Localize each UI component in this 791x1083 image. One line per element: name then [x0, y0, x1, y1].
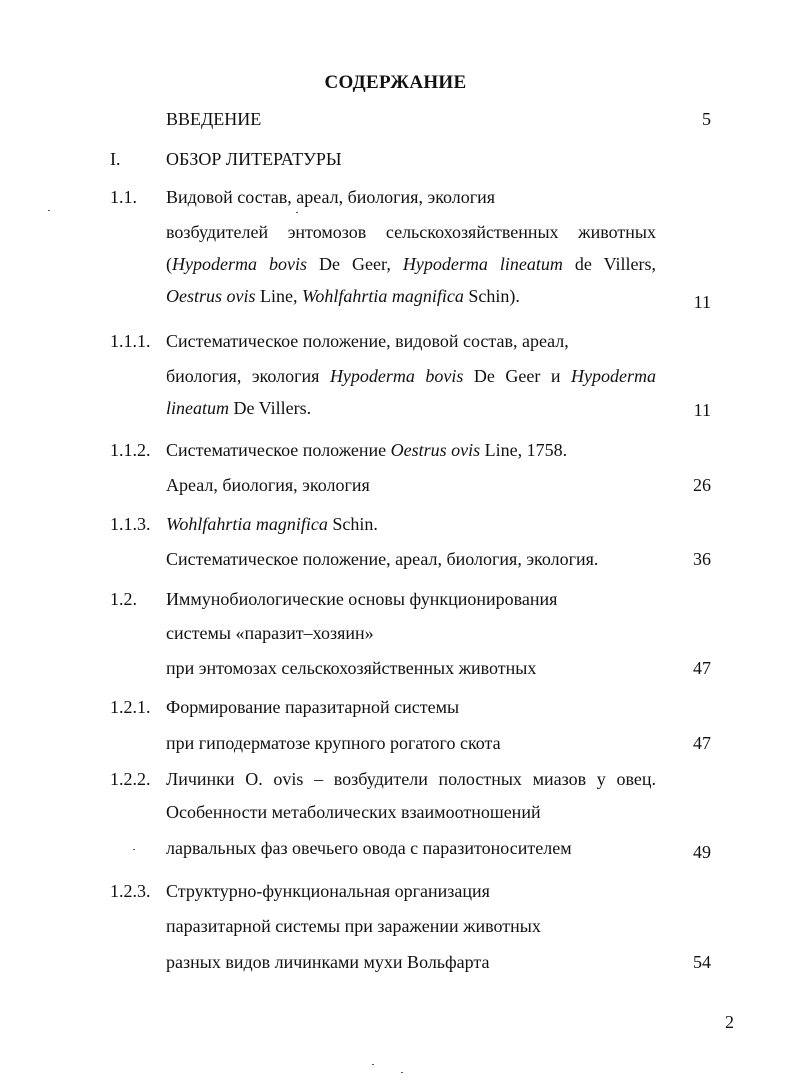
- toc-page-number: 5: [702, 109, 711, 129]
- toc-entry-number: 1.1.1.: [110, 331, 151, 351]
- toc-entry-text: ОБЗОР ЛИТЕРАТУРЫ: [166, 149, 342, 169]
- toc-page-number: 54: [693, 952, 711, 972]
- toc-page-number: 47: [693, 658, 711, 678]
- species-name: Wohlfahrtia magnifica: [166, 514, 328, 534]
- toc-entry-text: Иммунобиологические основы функционирования: [166, 589, 558, 609]
- species-name: Hypoderma lineatum: [402, 254, 563, 274]
- toc-entry-text: Формирование паразитарной системы: [166, 697, 460, 717]
- toc-entry-text: (Hypoderma bovis De Geer, Hypoderma lineatum de Villers,: [166, 254, 656, 274]
- toc-entry-number: 1.1.2.: [110, 440, 151, 460]
- toc-page-number: 47: [693, 733, 711, 753]
- page-number: 2: [725, 1012, 734, 1032]
- scan-speck: [296, 212, 298, 213]
- species-name: lineatum: [166, 398, 229, 418]
- toc-entry-text: ларвальных фаз овечьего овода с паразитоносителем: [166, 838, 572, 858]
- toc-entry-number: 1.2.2.: [110, 769, 151, 789]
- toc-entry-text: Систематическое положение, видовой состав, ареал,: [166, 331, 569, 351]
- toc-entry-text: при гиподерматозе крупного рогатого скота: [166, 733, 501, 753]
- toc-entry-text: возбудителей энтомозов сельскохозяйственных животных: [166, 222, 656, 242]
- toc-title: СОДЕРЖАНИЕ: [324, 72, 467, 93]
- toc-entry-number: 1.2.3.: [110, 881, 151, 901]
- toc-entry-number: 1.2.1.: [110, 697, 151, 717]
- species-name: Oestrus ovis: [390, 440, 481, 460]
- species-name: Hypoderma bovis: [329, 366, 464, 386]
- toc-page-number: 11: [693, 292, 711, 312]
- toc-entry-text: разных видов личинками мухи Вольфарта: [166, 952, 490, 972]
- toc-entry-text: при энтомозах сельскохозяйственных животных: [166, 658, 537, 678]
- toc-entry-text: паразитарной системы при заражении животных: [166, 916, 541, 936]
- scan-speck: [372, 1064, 374, 1065]
- species-name: Hypoderma: [571, 366, 656, 386]
- toc-entry-number: 1.1.3.: [110, 514, 151, 534]
- toc-entry-number: 1.1.: [110, 187, 137, 207]
- species-name: Oestrus ovis: [166, 286, 256, 306]
- toc-entry-text: lineatum De Villers.: [166, 398, 312, 418]
- toc-entry-number: 1.2.: [110, 589, 137, 609]
- toc-entry-text: Видовой состав, ареал, биология, экология: [166, 187, 496, 207]
- species-name: Wohlfahrtia magnifica: [302, 286, 464, 306]
- toc-entry-text: Систематическое положение Oestrus ovis Line, 1758.: [166, 440, 568, 460]
- toc-page-number: 49: [693, 842, 711, 862]
- scan-speck: [401, 1072, 403, 1073]
- toc-entry-text: Систематическое положение, ареал, биология, экология.: [166, 549, 599, 569]
- toc-entry-text: ВВЕДЕНИЕ: [166, 109, 262, 129]
- scan-speck: [133, 849, 135, 850]
- toc-page-number: 36: [693, 549, 711, 569]
- toc-entry-text: системы «паразит–хозяин»: [166, 623, 374, 643]
- species-name: Hypoderma bovis: [172, 254, 308, 274]
- toc-entry-text: Oestrus ovis Line, Wohlfahrtia magnifica Schin).: [166, 286, 520, 306]
- toc-entry-text: Wohlfahrtia magnifica Schin.: [166, 514, 378, 534]
- toc-entry-text: биология, экология Hypoderma bovis De Geer и Hypoderma: [166, 366, 656, 386]
- toc-page-number: 11: [693, 400, 711, 420]
- toc-entry-text: Ареал, биология, экология: [166, 475, 370, 495]
- toc-page-number: 26: [693, 475, 711, 495]
- toc-entry-text: Личинки O. ovis – возбудители полостных миазов у овец.: [166, 769, 656, 789]
- toc-entry-text: Особенности метаболических взаимоотношений: [166, 802, 541, 822]
- scan-speck: [48, 210, 50, 211]
- toc-entry-number: I.: [110, 149, 121, 169]
- toc-entry-text: Структурно-функциональная организация: [166, 881, 490, 901]
